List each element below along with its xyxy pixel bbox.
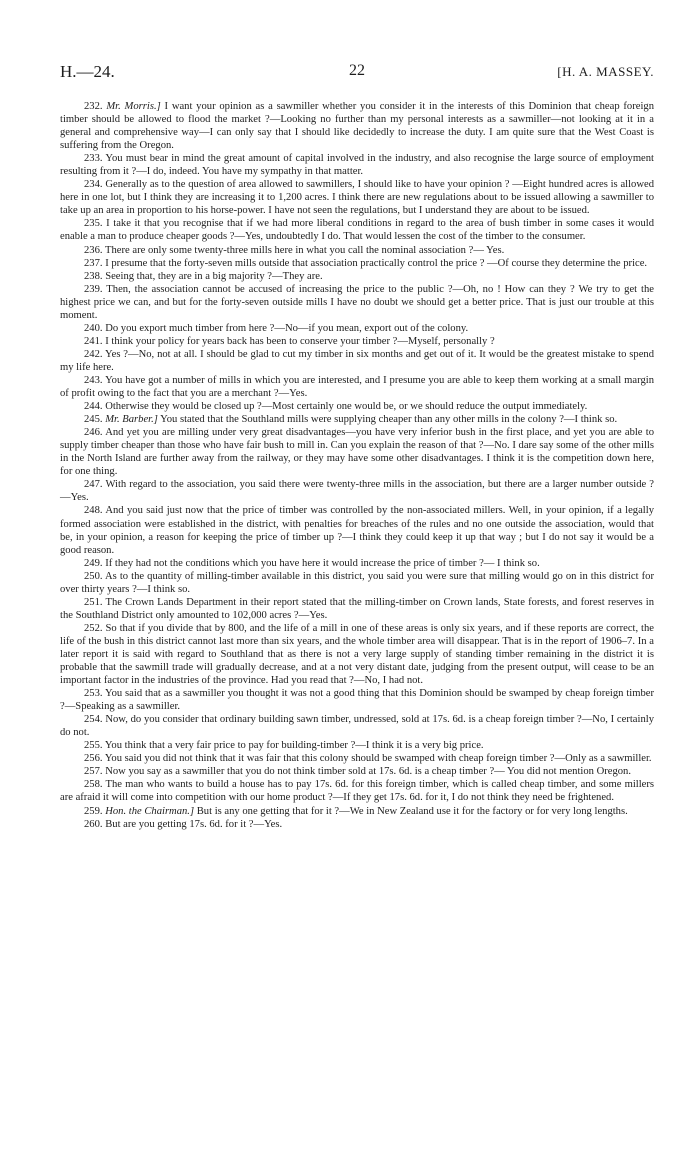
question-text: The Crown Lands Department in their report stated that the milling-timber on Crown lands, State forests, and forest reserves in the Southland District only amounted to 102,000 acres ?—Yes. (60, 596, 654, 621)
question-number: 233. (84, 153, 103, 165)
question-text: But is any one getting that for it ?—We in New Zealand use it for the factory or for very long lengths. (196, 805, 628, 817)
question-paragraph (60, 400, 654, 413)
question-paragraph (60, 335, 654, 348)
question-text: You said that as a sawmiller you thought it was not a good thing that this Dominion should be swamped by cheap foreign timber ?—Speaking as a sawmiller. (60, 688, 654, 713)
question-paragraph (60, 570, 654, 596)
question-text: But are you getting 17s. 6d. for it ?—Yes. (105, 818, 283, 830)
question-paragraph (60, 778, 654, 804)
question-number: 235. (84, 218, 103, 230)
question-text: I want your opinion as a sawmiller whether you consider it in the interests of this Dominion that cheap foreign timber should be allowed to flood the market ?—Looking no further than my personal interests as a sawmiller—not looking at it in a general and comprehensive way—I can only say that I should like decidedly to increase the duty. I am quite sure that the West Coast is suffering from the Oregon. (60, 101, 654, 152)
question-paragraph (60, 348, 654, 374)
question-paragraph (60, 217, 654, 243)
question-text: You said you did not think that it was fair that this colony should be swamped with cheap foreign timber ?—Only as a sawmiller. (104, 753, 652, 765)
question-paragraph (60, 752, 654, 765)
question-number: 260. (84, 818, 103, 830)
document-reference: H.—24. (60, 62, 115, 81)
speaker-name: Mr. Barber.] (105, 414, 158, 426)
question-text: Otherwise they would be closed up ?—Most certainly one would be, or we should reduce the output immediately. (105, 401, 588, 413)
question-number: 242. (84, 348, 103, 360)
question-paragraph (60, 687, 654, 713)
question-number: 232. (84, 101, 103, 112)
question-paragraph (60, 765, 654, 778)
question-text: You have got a number of mills in which you are interested, and I presume you are able to keep them working at a small margin of profit owing to the fact that you are a merchant ?—Yes. (60, 374, 654, 400)
question-paragraph (60, 322, 654, 335)
question-text: Generally as to the question of area allowed to sawmillers, I should like to have your opinion ? —Eight hundred acres is allowed here in one lot, but I think they are increasing it to 1,200 acres. I think there are new regulations about to be issued allowing a sawmiller to take up an area in proportion to his horse-power. I have not seen the regulations, but I understand they are about to be issued. (60, 179, 655, 217)
question-paragraph (60, 426, 654, 478)
question-text: The man who wants to build a house has to pay 17s. 6d. for this foreign timber, which is called cheap timber, and some millers are afraid it will come into competition with our home product ?—If they get 17s. 6d. for it, I do not think they need be frightened. (60, 779, 654, 804)
speaker-name: Mr. Morris.] (106, 101, 161, 112)
question-paragraph (60, 739, 654, 752)
question-text: And yet you are milling under very great disadvantages—you have very inferior bush in the first place, and yet you are able to supply timber cheaper than those who have fair bush to mill in. Can you explain the reason of that ?—No. I dare say some of the other mills in the North Island are further away from the railway, or they may have some other disadvantages. I think it is the competition down here, for one thing. (60, 427, 654, 478)
question-text: You think that a very fair price to pay for building-timber ?—I think it is a very big price. (104, 740, 484, 752)
question-paragraph (60, 283, 654, 322)
speaker-name: Hon. the Chairman.] (105, 805, 195, 817)
question-text: With regard to the association, you said there were twenty-three mills in the association, but there are a larger number outside ?—Yes. (60, 479, 654, 504)
page-number: 22 (349, 62, 365, 79)
question-number: 244. (84, 401, 103, 413)
question-paragraph (60, 557, 654, 570)
question-text: You stated that the Southland mills were supplying cheaper than any other mills in the colony ?—I think so. (160, 414, 618, 426)
question-text: You must bear in mind the great amount of capital involved in the industry, and also recognise the large source of employment resulting from it ?—I do, indeed. You have my sympathy in that matter. (60, 153, 655, 178)
question-paragraph (60, 805, 654, 818)
question-paragraph (60, 413, 654, 426)
question-number: 255. (84, 740, 103, 752)
question-text: I think your policy for years back has been to conserve your timber ?—Myself, personally ? (105, 335, 495, 347)
question-number: 250. (84, 570, 103, 582)
question-paragraph (60, 818, 654, 831)
question-paragraph (60, 713, 654, 739)
question-text: Now, do you consider that ordinary building sawn timber, undressed, sold at 17s. 6d. is a cheap foreign timber ?—No, I certainly do not. (60, 714, 654, 739)
question-text: Now you say as a sawmiller that you do not think timber sold at 17s. 6d. is a cheap timber ?— You did not mention Oregon. (105, 766, 631, 778)
question-paragraph (60, 622, 654, 687)
question-text: If they had not the conditions which you have here it would increase the price of timber ?— I think so. (105, 557, 540, 569)
question-paragraph (60, 244, 654, 257)
question-number: 237. (84, 257, 103, 269)
document-body (60, 100, 654, 831)
question-paragraph (60, 596, 654, 622)
question-number: 251. (84, 596, 103, 608)
question-number: 256. (84, 753, 103, 765)
question-number: 239. (84, 283, 103, 295)
question-number: 234. (84, 179, 103, 191)
question-number: 240. (84, 322, 103, 334)
question-number: 257. (84, 766, 103, 778)
question-number: 254. (84, 714, 103, 726)
question-number: 243. (84, 374, 103, 386)
question-paragraph (60, 504, 654, 556)
question-number: 253. (84, 688, 103, 700)
question-text: Then, the association cannot be accused of increasing the price to the public ?—Oh, no ! How can they ? We try to get the highest price we can, and but for the forty-seven outside mills I have no doubt we should get a better price. That is just our trouble at this moment. (60, 283, 654, 321)
question-text: There are only some twenty-three mills here in what you call the nominal association ?— Yes. (105, 244, 505, 256)
question-number: 241. (84, 335, 103, 347)
question-paragraph (60, 257, 654, 270)
question-paragraph (60, 478, 654, 504)
question-text: Seeing that, they are in a big majority ?—They are. (105, 270, 323, 282)
question-text: And you said just now that the price of timber was controlled by the non-associated millers. Well, in your opinion, if a legally formed association were established in the district, with penalties for breaches of the rules and no one outside the association, would that be, in your opinion, a reason for keeping the price of timber up ?—I think they could keep it up that way ; but I do not say it would be a good reason. (60, 505, 654, 556)
question-text: Yes ?—No, not at all. I should be glad to cut my timber in six months and get out of it. It would be the greatest mistake to spend my life here. (60, 348, 655, 373)
question-number: 252. (84, 622, 103, 634)
question-number: 246. (84, 427, 103, 439)
question-number: 258. (84, 779, 103, 791)
question-number: 247. (84, 479, 103, 491)
question-paragraph (60, 178, 654, 217)
question-paragraph (60, 270, 654, 283)
page-header (60, 62, 654, 88)
question-text: Do you export much timber from here ?—No—if you mean, export out of the colony. (105, 322, 469, 334)
question-text: So that if you divide that by 800, and the life of a mill in one of these areas is only six years, and if these reports are correct, the life of the bush in this district cannot last more than six years, and the whole timber area will disappear. That is in the report of 1906–7. In a later report it is said with regard to Southland that as there is not a very large supply of standing timber remaining in the district it is probable that the sawmill trade will gradually decrease, and at a not very distant date, judging from the present output, will cease to be an important factor in the industries of the province. Had you read that ?—No, I had not. (60, 622, 654, 687)
question-paragraph (60, 152, 654, 178)
question-number: 245. (84, 414, 103, 426)
question-paragraph (60, 100, 654, 152)
question-number: 259. (84, 805, 103, 817)
question-number: 248. (84, 505, 103, 517)
question-text: I take it that you recognise that if we had more liberal conditions in regard to the area of bush timber in some cases it would enable a man to produce cheaper goods ?—Yes, undoubtedly I do. That would lessen the cost of the timber to the consumer. (60, 218, 655, 243)
question-paragraph (60, 374, 654, 400)
question-number: 238. (84, 270, 103, 282)
question-number: 236. (84, 244, 103, 256)
question-number: 249. (84, 557, 103, 569)
question-text: As to the quantity of milling-timber available in this district, you said you were sure that milling would go on in this district for over thirty years ?—I think so. (60, 570, 654, 595)
witness-name: [H. A. MASSEY. (557, 64, 654, 79)
question-text: I presume that the forty-seven mills outside that association practically control the price ? —Of course they determine the price. (105, 257, 648, 269)
